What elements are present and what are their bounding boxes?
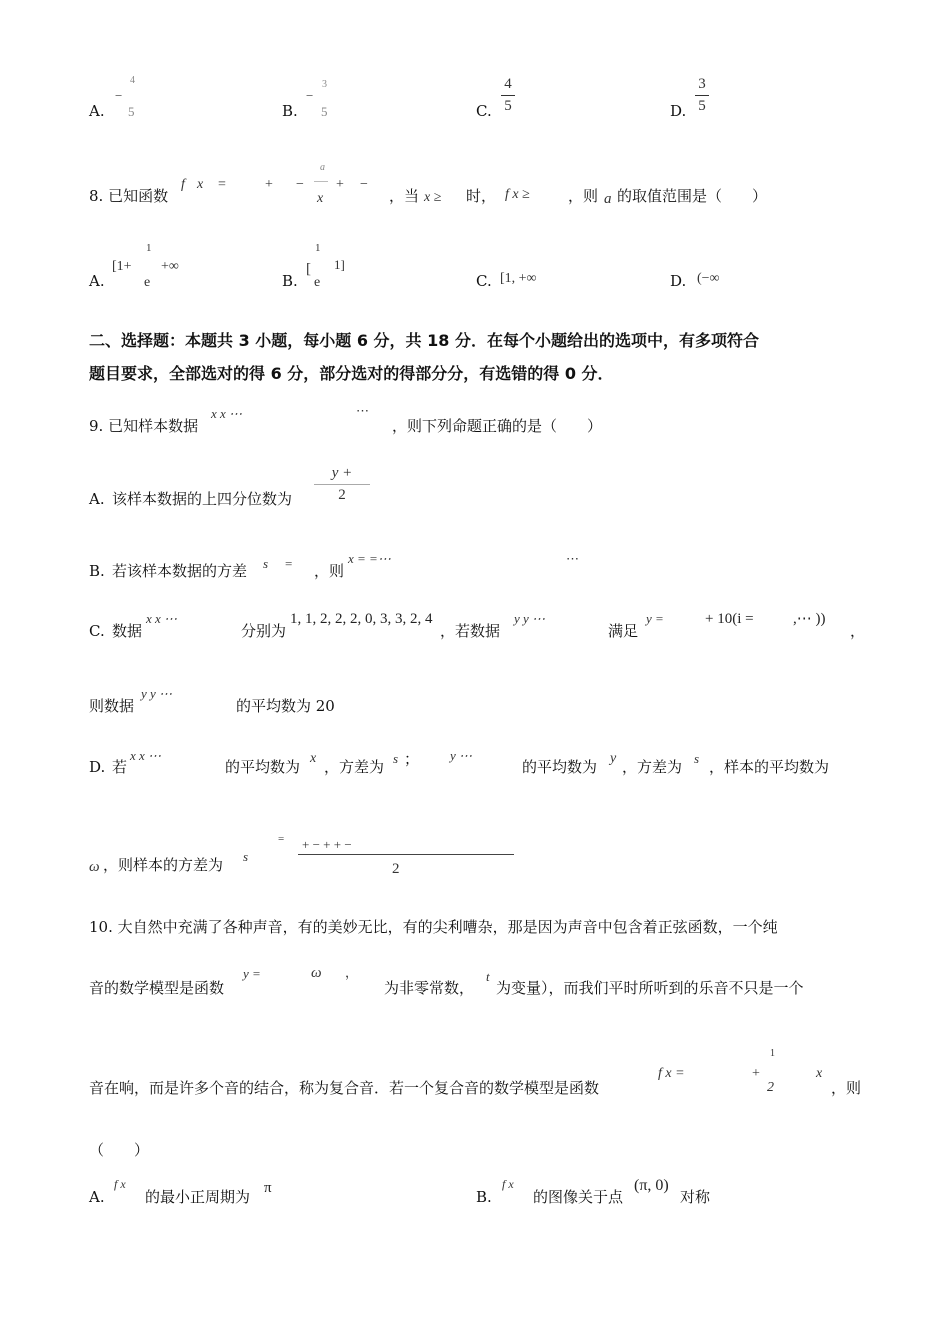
- q8-minus1: −: [296, 177, 304, 192]
- q9-option-d-semi: ；: [404, 750, 420, 768]
- q9-stem-dots: ⋯: [356, 403, 369, 418]
- q9-stem-prefix: 9. 已知样本数据: [89, 417, 199, 435]
- q10-line-2-suffix: 为变量），而我们平时所听到的乐音不只是一个: [496, 979, 804, 997]
- q8-f: f: [181, 177, 185, 192]
- q7-option-a-sign: −: [115, 88, 123, 103]
- q8-when-text: ，当: [389, 187, 420, 205]
- q10-t-var: t: [486, 969, 490, 984]
- q9-option-b-eq: =: [285, 556, 293, 571]
- q9-option-b-s: s: [263, 556, 269, 571]
- q8-option-b-e: e: [314, 275, 321, 290]
- q7-option-b-sign: −: [306, 88, 314, 103]
- q9-option-c-line2-prefix: 则数据: [89, 697, 135, 715]
- q9-option-a-text: 该样本数据的上四分位数为: [112, 490, 293, 508]
- q9-option-c-label[interactable]: C.: [89, 622, 105, 640]
- q7-option-c-fraction: [501, 77, 515, 114]
- q8-f-x-geq: f x ≥: [505, 187, 530, 202]
- q9-stem-vars: x x ⋯: [211, 406, 243, 421]
- q10-line-1: 10. 大自然中充满了各种声音，有的美妙无比，有的尖利嘈杂，那是因为声音中包含着正弦函数，一个纯: [89, 918, 778, 936]
- q9-option-c-cond-end: ,⋯ )): [793, 611, 826, 627]
- q9-option-b-text1: 若该样本数据的方差: [112, 562, 248, 580]
- q8-shi: 时，: [466, 187, 497, 205]
- q7-option-d-num: 3: [698, 76, 706, 92]
- q10-line-2-mid: 为非零常数，: [384, 979, 475, 997]
- q9-option-d-line2-s: s: [243, 849, 249, 864]
- q10-comma: ，: [345, 965, 359, 980]
- q7-option-b-den: 5: [321, 104, 328, 119]
- q10-option-a-pi: π: [264, 1180, 272, 1196]
- q10-line-3-prefix: 音在响，而是许多个音的结合，称为复合音．若一个复合音的数学模型是函数: [89, 1079, 600, 1097]
- q10-den2: 2: [767, 1080, 774, 1095]
- section-2-line-2: 题目要求，全部选对的得 6 分，部分选对的得部分分，有选错的得 0 分．: [89, 364, 614, 383]
- q10-option-b-point: (π, 0): [634, 1177, 669, 1194]
- q8-x-geq: x ≥: [424, 190, 442, 205]
- q10-option-b-label[interactable]: B.: [476, 1188, 492, 1206]
- q7-option-d-label[interactable]: D.: [670, 102, 687, 120]
- q9-option-c-text1: 数据: [112, 622, 143, 640]
- q9-option-c-values: 1, 1, 2, 2, 2, 0, 3, 3, 2, 4: [290, 611, 433, 627]
- q9-option-c-comma: ，: [850, 622, 866, 640]
- q8-option-b-left: [: [306, 261, 311, 277]
- q9-option-c-line2-suffix: 的平均数为 20: [236, 697, 335, 715]
- q9-option-d-s1: s: [393, 751, 399, 766]
- q10-option-b-fx: f x: [502, 1177, 514, 1191]
- q9-option-c-cond-y: y =: [646, 611, 664, 626]
- q9-option-d-text1: 若: [112, 758, 128, 776]
- q8-option-a-e: e: [144, 275, 151, 290]
- q10-f-eq: f x =: [658, 1066, 685, 1081]
- q9-option-c-vars-y: y y ⋯: [514, 611, 546, 626]
- q9-stem-suffix: ，则下列命题正确的是（ ）: [392, 417, 603, 435]
- q8-plus1: +: [265, 177, 273, 192]
- q7-option-a-den: 5: [128, 104, 135, 119]
- q9-option-b-x-eq: x = =⋯: [348, 551, 391, 566]
- q9-option-c-text2: 分别为: [241, 622, 287, 640]
- q8-range-text: 的取值范围是（ ）: [617, 187, 768, 205]
- q10-line-2-prefix: 音的数学模型是函数: [89, 979, 225, 997]
- q8-option-a-label[interactable]: A.: [89, 272, 105, 290]
- q8-option-d-label[interactable]: D.: [670, 272, 687, 290]
- q9-option-c-line2-vars: y y ⋯: [141, 686, 173, 701]
- q8-x: x: [197, 177, 204, 192]
- q9-option-d-vars-y: y ⋯: [450, 748, 473, 763]
- q10-x-var: x: [816, 1066, 823, 1081]
- q9-option-d-text3: ，方差为: [324, 758, 385, 776]
- q9-option-d-line2-text: ，则样本的方差为: [103, 856, 224, 874]
- q7-option-c-label[interactable]: C.: [476, 102, 492, 120]
- q10-option-a-label[interactable]: A.: [89, 1188, 105, 1206]
- q8-stem-prefix: 8. 已知函数: [89, 187, 169, 205]
- q7-option-c-num: 4: [504, 76, 512, 92]
- q8-option-c-label[interactable]: C.: [476, 272, 492, 290]
- q9-option-c-cond: + 10(i =: [705, 611, 754, 627]
- q8-den-x: x: [317, 191, 324, 206]
- q9-option-d-text5: ，方差为: [622, 758, 683, 776]
- q10-option-a-fx: f x: [114, 1177, 126, 1191]
- q9-option-d-s2: s: [694, 751, 700, 766]
- q10-y-eq: y =: [243, 966, 261, 981]
- q8-option-b-label[interactable]: B.: [282, 272, 298, 290]
- q9-option-c-text3: ，若数据: [440, 622, 501, 640]
- q9-option-c-text4: 满足: [608, 622, 639, 640]
- q9-option-b-dots: ⋯: [566, 551, 579, 566]
- q9-option-d-vars: x x ⋯: [130, 748, 162, 763]
- q8-frac-bar: [314, 181, 328, 182]
- q9-option-d-text6: ，样本的平均数为: [709, 758, 830, 776]
- q7-option-a-num: 4: [130, 75, 135, 86]
- q10-omega: ω: [311, 965, 322, 981]
- q8-a-var: a: [604, 191, 612, 207]
- q9-option-b-text2: ，则: [314, 562, 345, 580]
- q9-option-d-text2: 的平均数为: [225, 758, 301, 776]
- q8-option-b-right: 1]: [334, 257, 345, 272]
- q8-plus2: +: [336, 177, 344, 192]
- q9-option-a-fraction: [314, 466, 370, 503]
- q8-eq: =: [218, 177, 226, 192]
- q9-option-d-omega: ω: [89, 859, 100, 875]
- q8-option-b-top: 1: [315, 242, 321, 254]
- q7-option-a-label[interactable]: A.: [89, 102, 105, 120]
- q9-option-a-den: 2: [338, 487, 346, 503]
- q8-then-text: ，则: [568, 187, 599, 205]
- q10-answer-paren: （ ）: [89, 1141, 150, 1159]
- q9-option-d-line2-den: 2: [392, 861, 400, 877]
- q7-option-c-den: 5: [504, 98, 512, 114]
- q9-option-d-xbar: x: [310, 751, 317, 766]
- q8-option-a-left: [1+: [112, 259, 132, 274]
- q9-option-c-vars: x x ⋯: [146, 611, 178, 626]
- q8-option-c-expr: [1, +∞: [500, 271, 537, 286]
- q7-option-d-den: 5: [698, 98, 706, 114]
- q9-option-d-text4: 的平均数为: [522, 758, 598, 776]
- q8-option-a-right: +∞: [161, 259, 179, 274]
- q9-option-d-ybar: y: [610, 751, 617, 766]
- q7-option-b-num: 3: [322, 79, 327, 90]
- q9-option-d-line2-num: + − + + −: [302, 837, 352, 852]
- q7-option-b-label[interactable]: B.: [282, 102, 298, 120]
- q8-option-d-expr: (−∞: [697, 271, 720, 286]
- q9-option-a-num: y +: [331, 465, 353, 481]
- q9-option-d-line2-eq: =: [278, 833, 285, 845]
- q10-option-b-text2: 对称: [680, 1188, 711, 1206]
- q8-option-a-top: 1: [146, 242, 152, 254]
- q10-option-a-text: 的最小正周期为: [145, 1188, 251, 1206]
- q8-sup-a: a: [320, 162, 325, 173]
- q10-option-b-text1: 的图像关于点: [533, 1188, 624, 1206]
- q10-top1: 1: [770, 1048, 775, 1059]
- q9-option-b-label[interactable]: B.: [89, 562, 105, 580]
- section-2-line-1: 二、选择题：本题共 3 小题，每小题 6 分，共 18 分．在每个小题给出的选项中，有多项符合: [89, 331, 759, 350]
- q9-option-d-label[interactable]: D.: [89, 758, 106, 776]
- q10-then: ，则: [831, 1079, 862, 1097]
- q9-option-a-label[interactable]: A.: [89, 490, 105, 508]
- q8-minus2: −: [360, 177, 368, 192]
- q10-plus: +: [752, 1066, 760, 1081]
- q9-option-d-line2-bar: [298, 854, 514, 855]
- q7-option-d-fraction: [695, 77, 709, 114]
